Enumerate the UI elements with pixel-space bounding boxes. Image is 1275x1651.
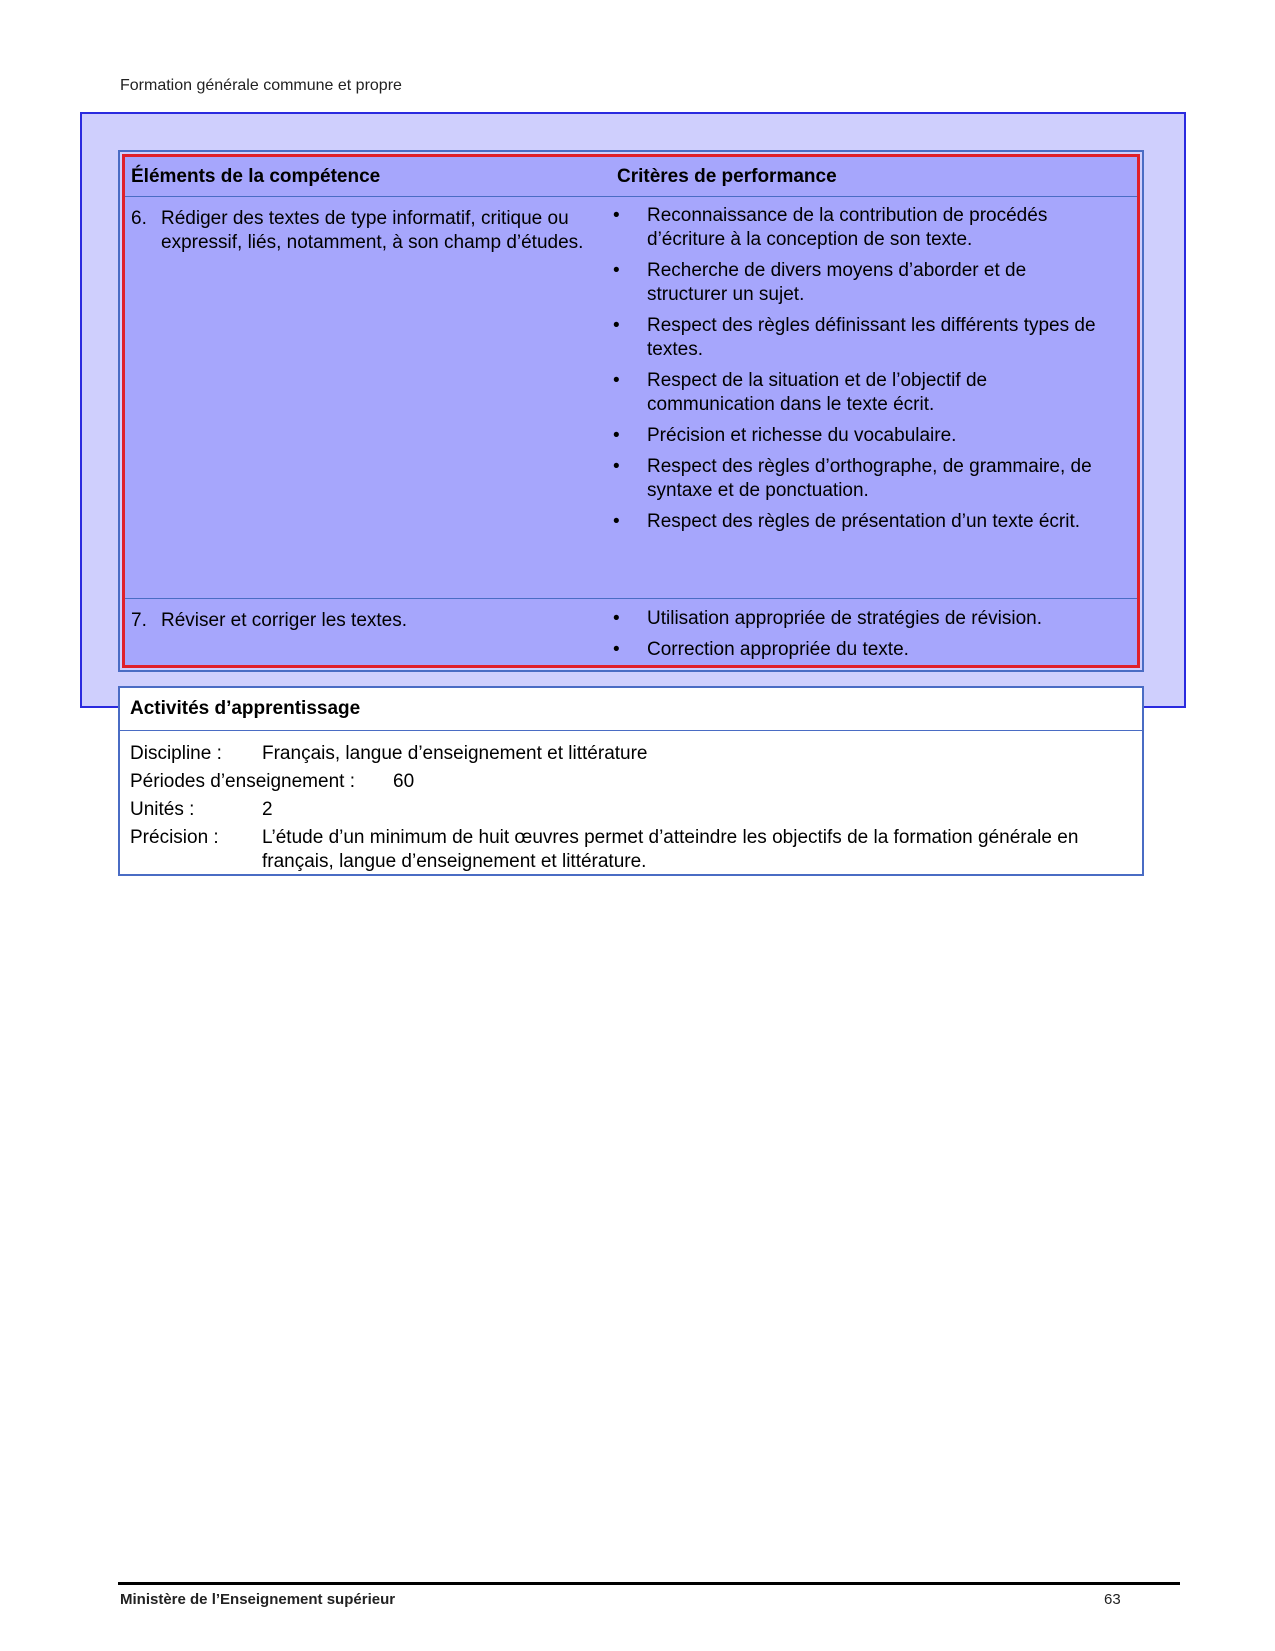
criterion-item: • Respect des règles d’orthographe, de grammaire, de syntaxe et de ponctuation. [613,456,1092,501]
bullet-icon: • [613,608,620,629]
activities-divider [120,730,1142,731]
bullet-icon: • [613,370,620,391]
row-divider [125,598,1137,599]
units-label: Unités : [130,799,195,820]
bullet-icon: • [613,315,620,336]
element-text: Rédiger des textes de type informatif, critique ou expressif, liés, notamment, à son champ d’études. [161,208,584,253]
precision-value: L’étude d’un minimum de huit œuvres permet d’atteindre les objectifs de la formation générale en français, langue d’enseignement et littérature. [262,827,1079,872]
bullet-icon: • [613,639,620,660]
periods-value: 60 [393,771,415,792]
periods-label: Périodes d’enseignement : [130,771,355,792]
discipline-value: Français, langue d’enseignement et littérature [262,743,648,764]
element-text: Réviser et corriger les textes. [161,610,408,631]
bullet-icon: • [613,456,620,477]
bullet-icon: • [613,260,620,281]
activities-title: Activités d’apprentissage [130,698,361,719]
criterion-item: • Respect des règles définissant les différents types de textes. [613,315,1096,360]
bullet-icon: • [613,511,620,532]
precision-label: Précision : [130,827,219,848]
element-number: 7. [131,610,147,631]
footer-ministry: Ministère de l’Enseignement supérieur [120,1591,396,1608]
criterion-item: • Correction appropriée du texte. [613,639,909,660]
footer-divider [118,1582,1180,1585]
bullet-icon: • [613,425,620,446]
criterion-item: • Respect de la situation et de l’objectif de communication dans le texte écrit. [613,370,988,415]
table-header-row [125,157,1137,197]
criteria-list-6 [613,204,1097,534]
page-number: 63 [1104,1591,1121,1608]
discipline-label: Discipline : [130,743,222,764]
criterion-item: • Précision et richesse du vocabulaire. [613,425,957,446]
criterion-item: • Recherche de divers moyens d’aborder et de structurer un sujet. [613,260,1027,305]
units-value: 2 [262,799,273,820]
competence-table [122,154,1140,668]
column-header-criteria: Critères de performance [617,166,837,187]
learning-activities [118,686,1144,876]
criteria-list-7 [613,607,1097,662]
criterion-item: • Utilisation appropriée de stratégies de révision. [613,608,1042,629]
criterion-item: • Reconnaissance de la contribution de procédés d’écriture à la conception de son texte. [613,205,1048,250]
element-number: 6. [131,208,147,229]
bullet-icon: • [613,205,620,226]
section-header: Formation générale commune et propre [120,77,402,94]
column-header-elements: Éléments de la compétence [131,166,381,187]
criterion-item: • Respect des règles de présentation d’un texte écrit. [613,511,1081,532]
